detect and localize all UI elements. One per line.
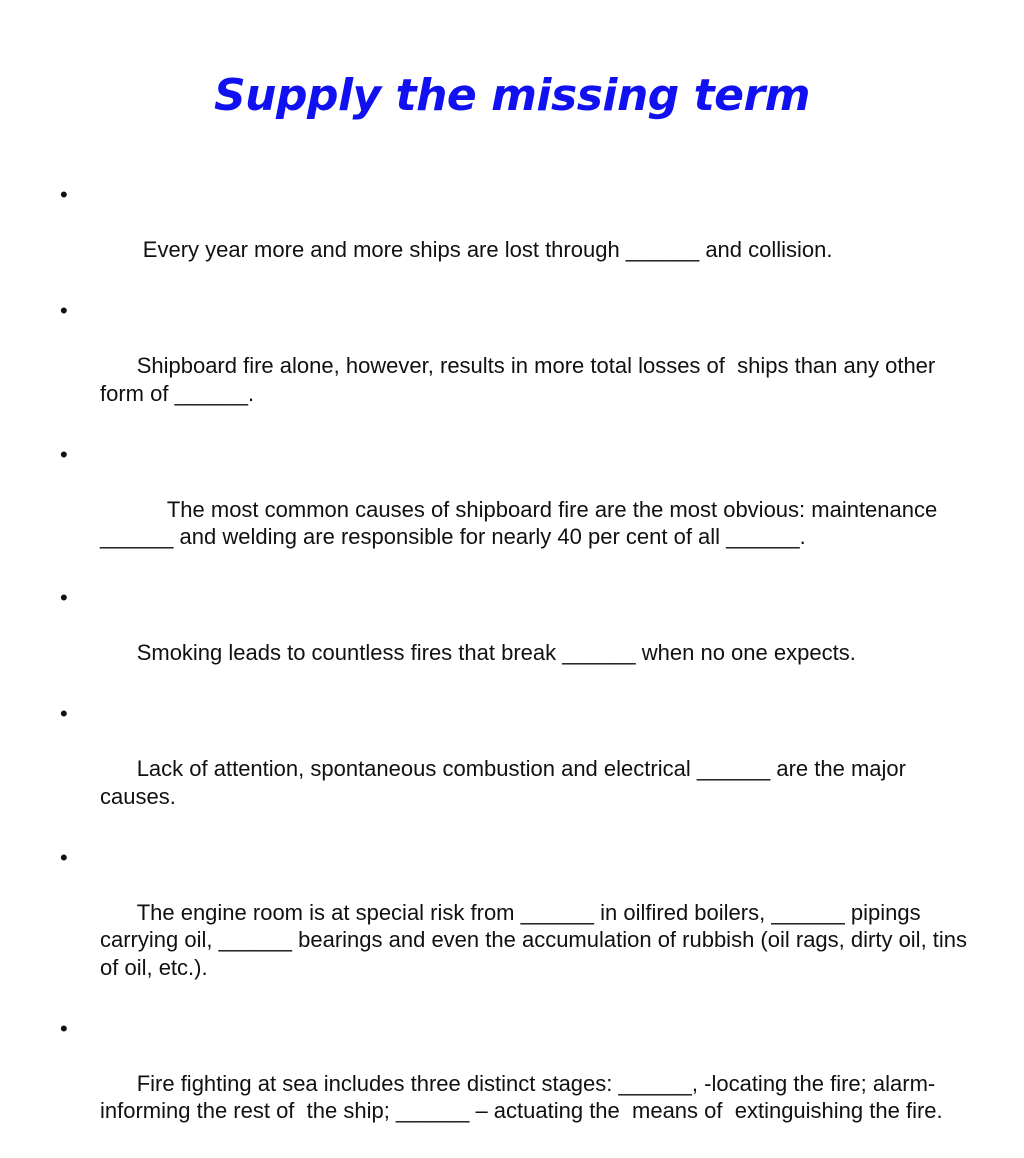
list-item-text: Fire fighting at sea includes three distinct stages: ______, -locating the fire; alarm- informing the rest of the ship; ______ – actuating the means of extinguishing the fire. <box>100 1070 943 1123</box>
list-item <box>58 297 978 435</box>
bullet-icon: • <box>60 585 68 610</box>
list-item <box>58 844 978 1009</box>
list-item-text: Lack of attention, spontaneous combustion and electrical ______ are the major causes. <box>100 756 913 809</box>
bullet-icon: • <box>60 441 68 467</box>
bullet-icon: • <box>60 844 68 870</box>
bullet-icon: • <box>60 182 68 207</box>
list-item <box>58 584 978 694</box>
bullet-list <box>58 181 978 1158</box>
list-item <box>58 1015 978 1153</box>
list-item-text: Shipboard fire alone, however, results in more total losses of ships than any other form of ______. <box>100 353 942 406</box>
bullet-icon: • <box>60 1015 68 1041</box>
bullet-icon: • <box>60 701 68 726</box>
list-item <box>58 441 978 579</box>
list-item-text: The most common causes of shipboard fire are the most obvious: maintenance ______ and welding are responsible for nearly 40 per cent of all ______. <box>100 496 944 549</box>
list-item-text: The engine room is at special risk from ______ in oilfired boilers, ______ pipings carrying oil, ______ bearings and even the accumulation of rubbish (oil rags, dirty oil, tins of oil, etc.). <box>100 899 974 980</box>
list-item-text: Smoking leads to countless fires that break ______ when no one expects. <box>136 640 856 665</box>
bullet-icon: • <box>60 298 68 323</box>
list-item <box>58 700 978 838</box>
list-item-text: Every year more and more ships are lost through ______ and collision. <box>136 237 833 262</box>
slide-title: Supply the missing term <box>213 70 811 121</box>
list-item <box>58 181 978 291</box>
